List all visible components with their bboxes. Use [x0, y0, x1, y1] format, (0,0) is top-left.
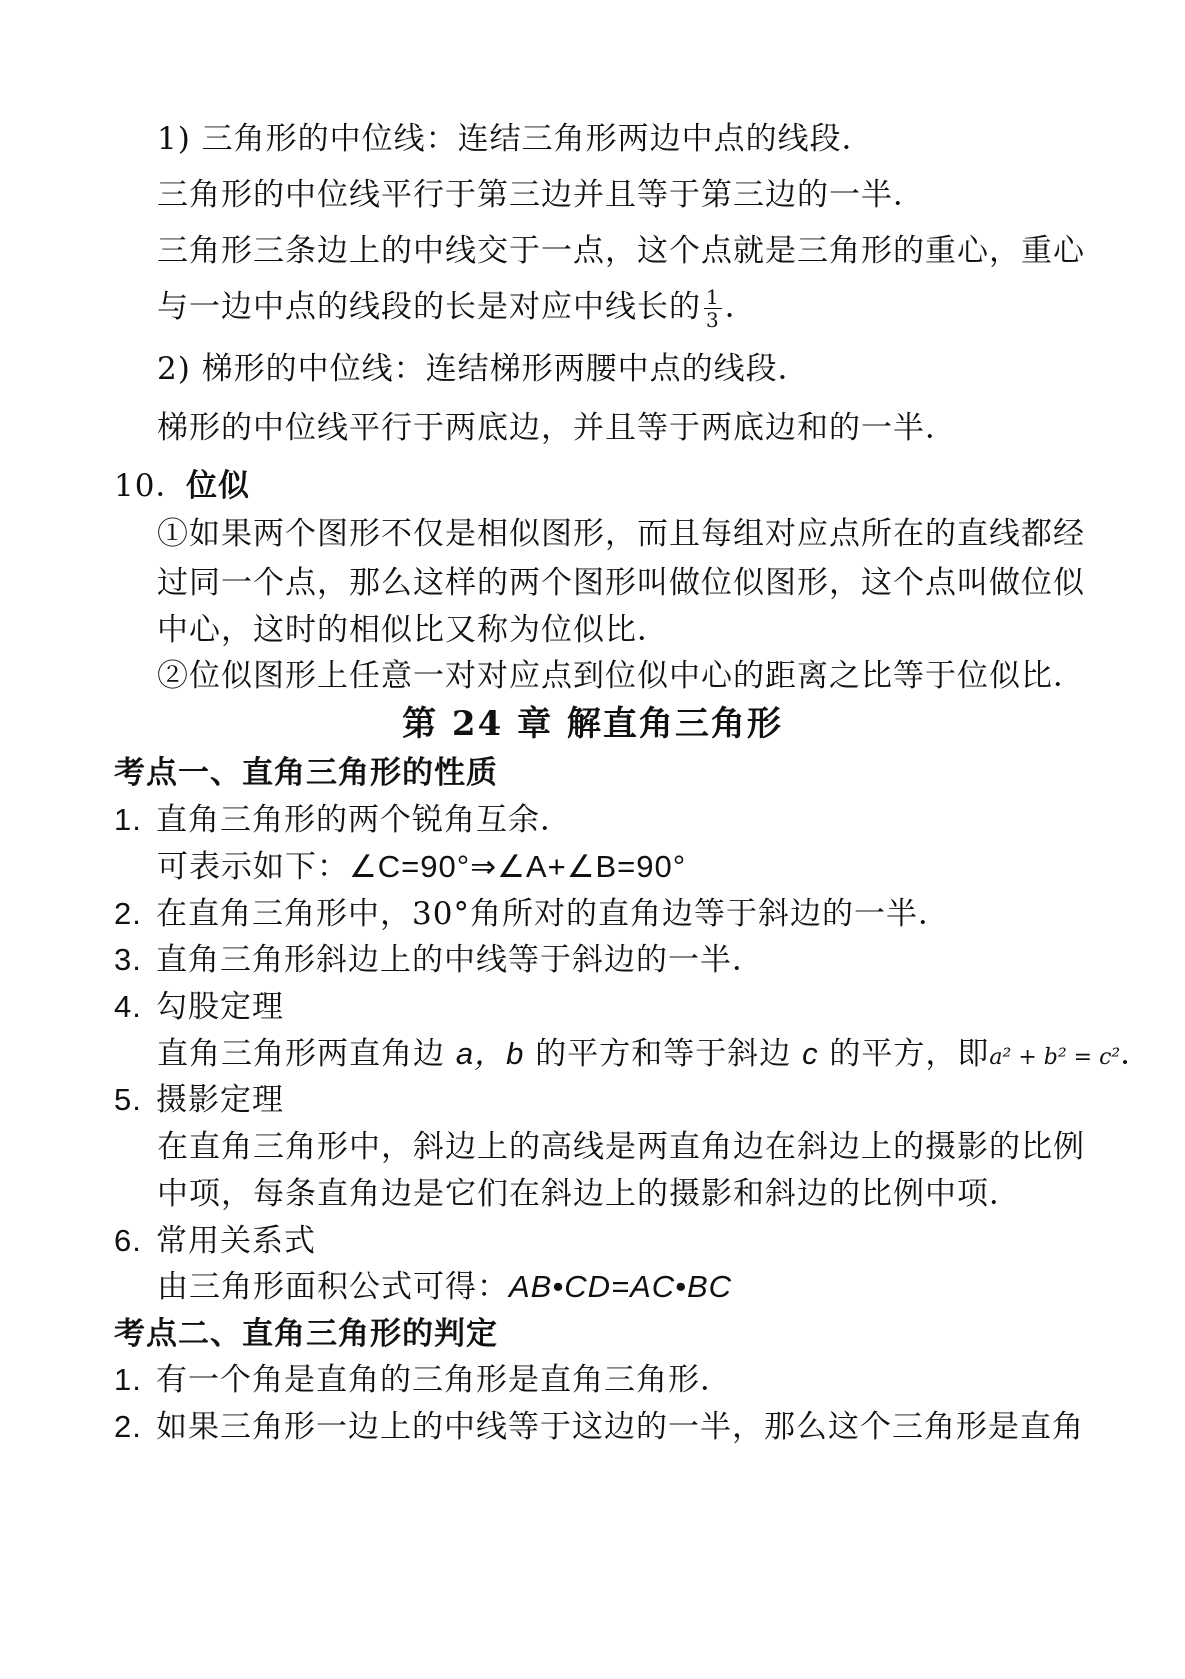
pyth-text-d: 的平方，即 — [818, 1036, 990, 1072]
pythagorean-statement — [157, 1034, 1152, 1078]
centroid-text-line1: 三角形三条边上的中线交于一点，这个点就是三角形的重心，重心 — [157, 233, 1085, 269]
midline-trapezoid-property: 梯形的中位线平行于两底边，并且等于两底边和的一半． — [157, 410, 957, 446]
formula-prefix: 可表示如下： — [157, 849, 349, 885]
item-number: 2. — [114, 896, 142, 931]
item-text: 常用关系式 — [156, 1223, 316, 1259]
area-relation-formula: AB•CD=AC•BC — [509, 1269, 733, 1304]
item-number: 5. — [114, 1082, 142, 1117]
item-number: 3. — [114, 942, 142, 977]
homothety-def-line2: 过同一个点，那么这样的两个图形叫做位似图形，这个点叫做位似 — [157, 565, 1085, 601]
list-item — [114, 1221, 316, 1261]
item-number: 1. — [114, 1362, 142, 1397]
item-text: 如果三角形一边上的中线等于这边的一半，那么这个三角形是直角 — [156, 1409, 1084, 1445]
item-text: 直角三角形的两个锐角互余． — [156, 802, 572, 838]
pyth-hypotenuse: c — [802, 1036, 819, 1071]
centroid-text: 与一边中点的线段的长是对应中线长的 — [157, 289, 701, 325]
fraction-denominator: 3 — [706, 308, 720, 332]
item-number: 1. — [114, 802, 142, 837]
projection-text-line1: 在直角三角形中，斜边上的高线是两直角边在斜边上的摄影的比例 — [157, 1129, 1085, 1165]
list-item — [114, 1360, 732, 1400]
homothety-def-line3: 中心，这时的相似比又称为位似比． — [157, 612, 669, 648]
list-item — [114, 1080, 284, 1120]
keypoint-1-title: 考点一、直角三角形的性质 — [114, 755, 498, 791]
homothety-property: ②位似图形上任意一对对应点到位似中心的距离之比等于位似比． — [157, 658, 1085, 694]
homothety-def-line1: ①如果两个图形不仅是相似图形，而且每组对应点所在的直线都经 — [157, 516, 1085, 552]
section-10-heading — [114, 466, 250, 506]
centroid-text-end: ． — [724, 289, 757, 325]
centroid-text-line2 — [157, 286, 757, 331]
fraction-numerator: 1 — [706, 285, 720, 309]
midline-triangle-def: 1) 三角形的中位线：连结三角形两边中点的线段． — [157, 121, 874, 157]
section-title: 位似 — [186, 468, 250, 504]
item-text: 勾股定理 — [156, 989, 284, 1025]
chapter-title: 第 24 章 解直角三角形 — [402, 704, 783, 744]
pyth-end: ． — [1120, 1036, 1153, 1072]
midline-triangle-property: 三角形的中位线平行于第三边并且等于第三边的一半． — [157, 177, 925, 213]
item-number: 2. — [114, 1409, 142, 1444]
item-text: 有一个角是直角的三角形是直角三角形． — [156, 1362, 732, 1398]
item-text: 直角三角形斜边上的中线等于斜边的一半． — [156, 942, 764, 978]
fraction-one-third — [704, 286, 722, 331]
item-number: 6. — [114, 1223, 142, 1258]
projection-text-line2: 中项，每条直角边是它们在斜边上的摄影和斜边的比例中项． — [157, 1176, 1021, 1212]
list-item — [114, 894, 950, 934]
item-number: 4. — [114, 989, 142, 1024]
area-relation-prefix: 由三角形面积公式可得： — [157, 1269, 509, 1305]
pyth-text-b: 的平方和等于斜边 — [524, 1036, 803, 1072]
list-item — [114, 1407, 1084, 1447]
section-number: 10． — [114, 468, 188, 504]
list-item — [114, 987, 284, 1027]
area-relation-line — [157, 1267, 732, 1307]
midline-trapezoid-def: 2) 梯形的中位线：连结梯形两腰中点的线段． — [157, 351, 810, 387]
list-item — [114, 800, 572, 840]
item-text: 摄影定理 — [156, 1082, 284, 1118]
pyth-legs: a，b — [455, 1036, 525, 1071]
angle-formula: ∠C=90°⇒∠A+∠B=90° — [349, 849, 687, 884]
pyth-text-a: 直角三角形两直角边 — [157, 1036, 456, 1072]
pythagorean-formula: a² + b² = c² — [989, 1045, 1121, 1070]
list-item — [114, 940, 764, 980]
angle-formula-line — [157, 847, 686, 887]
item-text: 在直角三角形中，30°角所对的直角边等于斜边的一半． — [156, 896, 950, 932]
keypoint-2-title: 考点二、直角三角形的判定 — [114, 1316, 498, 1352]
